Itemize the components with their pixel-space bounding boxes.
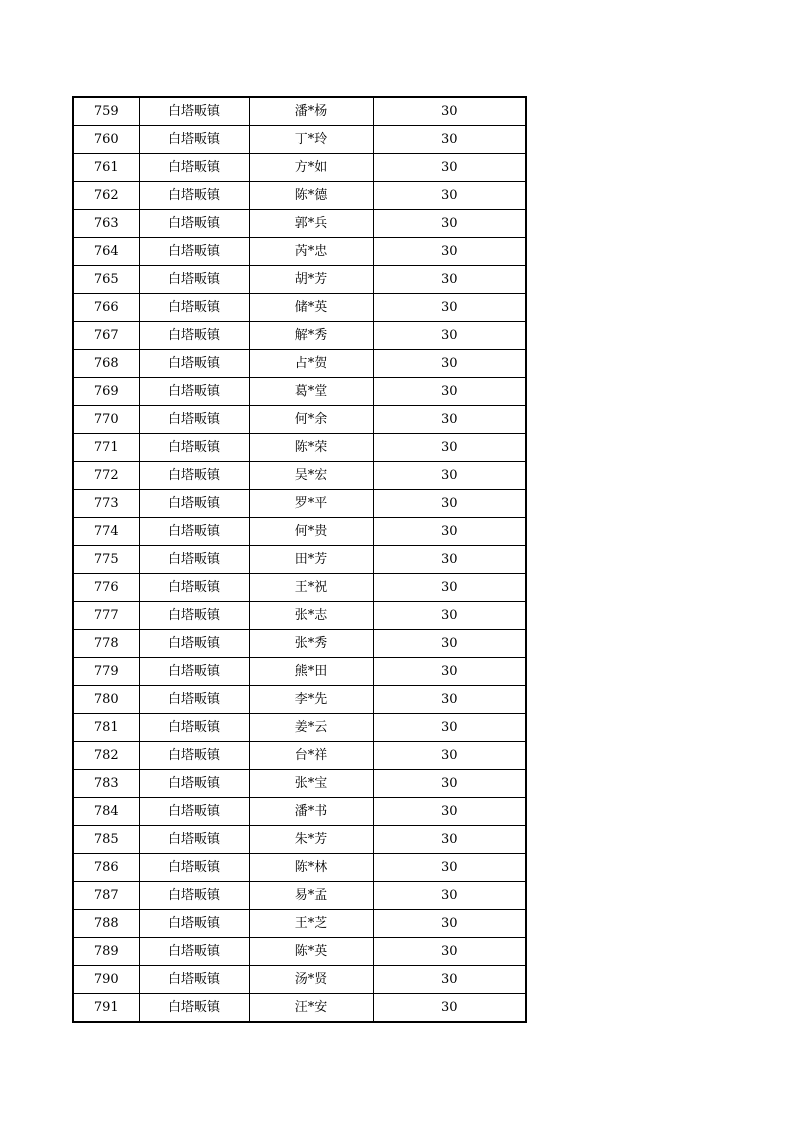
- cell-number: 790: [73, 966, 139, 994]
- cell-number: 769: [73, 378, 139, 406]
- cell-amount: 30: [373, 154, 526, 182]
- cell-amount: 30: [373, 97, 526, 126]
- cell-amount: 30: [373, 798, 526, 826]
- cell-number: 782: [73, 742, 139, 770]
- cell-amount: 30: [373, 378, 526, 406]
- table-row: [73, 630, 526, 658]
- cell-amount: 30: [373, 994, 526, 1023]
- cell-number: 765: [73, 266, 139, 294]
- cell-amount: 30: [373, 294, 526, 322]
- table-row: [73, 294, 526, 322]
- cell-name: 郭*兵: [249, 210, 373, 238]
- table-body: [73, 97, 526, 1022]
- cell-number: 764: [73, 238, 139, 266]
- cell-name: 王*祝: [249, 574, 373, 602]
- table-row: [73, 854, 526, 882]
- cell-amount: 30: [373, 434, 526, 462]
- cell-number: 776: [73, 574, 139, 602]
- cell-number: 771: [73, 434, 139, 462]
- table-row: [73, 154, 526, 182]
- cell-number: 780: [73, 686, 139, 714]
- table-row: [73, 406, 526, 434]
- cell-number: 783: [73, 770, 139, 798]
- table-row: [73, 210, 526, 238]
- cell-amount: 30: [373, 126, 526, 154]
- cell-number: 770: [73, 406, 139, 434]
- cell-number: 791: [73, 994, 139, 1023]
- document-page: [72, 96, 527, 1023]
- cell-number: 778: [73, 630, 139, 658]
- cell-name: 熊*田: [249, 658, 373, 686]
- table-row: [73, 658, 526, 686]
- cell-amount: 30: [373, 574, 526, 602]
- cell-number: 760: [73, 126, 139, 154]
- table-row: [73, 574, 526, 602]
- table-row: [73, 994, 526, 1023]
- cell-amount: 30: [373, 546, 526, 574]
- cell-amount: 30: [373, 630, 526, 658]
- table-row: [73, 966, 526, 994]
- cell-amount: 30: [373, 490, 526, 518]
- cell-amount: 30: [373, 238, 526, 266]
- cell-number: 774: [73, 518, 139, 546]
- cell-number: 781: [73, 714, 139, 742]
- cell-amount: 30: [373, 714, 526, 742]
- cell-town: 白塔畈镇: [139, 658, 249, 686]
- cell-town: 白塔畈镇: [139, 714, 249, 742]
- cell-name: 何*贵: [249, 518, 373, 546]
- cell-town: 白塔畈镇: [139, 182, 249, 210]
- cell-town: 白塔畈镇: [139, 126, 249, 154]
- table-row: [73, 238, 526, 266]
- cell-name: 陈*德: [249, 182, 373, 210]
- table-row: [73, 490, 526, 518]
- cell-amount: 30: [373, 322, 526, 350]
- cell-number: 787: [73, 882, 139, 910]
- cell-town: 白塔畈镇: [139, 154, 249, 182]
- cell-name: 汪*安: [249, 994, 373, 1023]
- cell-town: 白塔畈镇: [139, 994, 249, 1023]
- cell-town: 白塔畈镇: [139, 966, 249, 994]
- cell-name: 罗*平: [249, 490, 373, 518]
- table-row: [73, 826, 526, 854]
- cell-town: 白塔畈镇: [139, 434, 249, 462]
- table-row: [73, 798, 526, 826]
- table-row: [73, 714, 526, 742]
- cell-number: 762: [73, 182, 139, 210]
- cell-number: 768: [73, 350, 139, 378]
- cell-name: 陈*荣: [249, 434, 373, 462]
- cell-amount: 30: [373, 266, 526, 294]
- cell-name: 潘*杨: [249, 97, 373, 126]
- cell-amount: 30: [373, 210, 526, 238]
- cell-amount: 30: [373, 854, 526, 882]
- cell-name: 胡*芳: [249, 266, 373, 294]
- table-row: [73, 350, 526, 378]
- cell-town: 白塔畈镇: [139, 602, 249, 630]
- table-row: [73, 910, 526, 938]
- cell-town: 白塔畈镇: [139, 882, 249, 910]
- cell-number: 766: [73, 294, 139, 322]
- cell-name: 解*秀: [249, 322, 373, 350]
- cell-name: 张*秀: [249, 630, 373, 658]
- cell-amount: 30: [373, 742, 526, 770]
- table-row: [73, 882, 526, 910]
- cell-number: 772: [73, 462, 139, 490]
- cell-number: 763: [73, 210, 139, 238]
- table-row: [73, 126, 526, 154]
- cell-town: 白塔畈镇: [139, 770, 249, 798]
- table-row: [73, 742, 526, 770]
- cell-name: 王*芝: [249, 910, 373, 938]
- cell-name: 吴*宏: [249, 462, 373, 490]
- cell-amount: 30: [373, 938, 526, 966]
- cell-amount: 30: [373, 882, 526, 910]
- cell-number: 775: [73, 546, 139, 574]
- cell-amount: 30: [373, 966, 526, 994]
- cell-town: 白塔畈镇: [139, 462, 249, 490]
- cell-town: 白塔畈镇: [139, 910, 249, 938]
- cell-name: 芮*忠: [249, 238, 373, 266]
- cell-amount: 30: [373, 770, 526, 798]
- cell-amount: 30: [373, 826, 526, 854]
- cell-name: 李*先: [249, 686, 373, 714]
- cell-name: 姜*云: [249, 714, 373, 742]
- cell-town: 白塔畈镇: [139, 266, 249, 294]
- cell-town: 白塔畈镇: [139, 322, 249, 350]
- cell-name: 葛*堂: [249, 378, 373, 406]
- cell-number: 777: [73, 602, 139, 630]
- table-row: [73, 546, 526, 574]
- cell-number: 779: [73, 658, 139, 686]
- cell-number: 788: [73, 910, 139, 938]
- table-row: [73, 770, 526, 798]
- cell-name: 台*祥: [249, 742, 373, 770]
- cell-town: 白塔畈镇: [139, 294, 249, 322]
- cell-number: 759: [73, 97, 139, 126]
- cell-amount: 30: [373, 462, 526, 490]
- table-row: [73, 518, 526, 546]
- cell-town: 白塔畈镇: [139, 238, 249, 266]
- cell-number: 784: [73, 798, 139, 826]
- cell-number: 773: [73, 490, 139, 518]
- cell-amount: 30: [373, 182, 526, 210]
- cell-name: 易*孟: [249, 882, 373, 910]
- cell-name: 朱*芳: [249, 826, 373, 854]
- cell-town: 白塔畈镇: [139, 686, 249, 714]
- cell-town: 白塔畈镇: [139, 938, 249, 966]
- table-row: [73, 686, 526, 714]
- cell-town: 白塔畈镇: [139, 546, 249, 574]
- table-row: [73, 97, 526, 126]
- table-row: [73, 266, 526, 294]
- cell-name: 陈*林: [249, 854, 373, 882]
- table-row: [73, 322, 526, 350]
- cell-number: 785: [73, 826, 139, 854]
- cell-amount: 30: [373, 406, 526, 434]
- cell-town: 白塔畈镇: [139, 490, 249, 518]
- cell-number: 761: [73, 154, 139, 182]
- cell-name: 占*贺: [249, 350, 373, 378]
- cell-amount: 30: [373, 658, 526, 686]
- cell-amount: 30: [373, 602, 526, 630]
- cell-town: 白塔畈镇: [139, 630, 249, 658]
- cell-name: 汤*贤: [249, 966, 373, 994]
- cell-number: 767: [73, 322, 139, 350]
- table-row: [73, 938, 526, 966]
- table-row: [73, 434, 526, 462]
- cell-amount: 30: [373, 518, 526, 546]
- cell-town: 白塔畈镇: [139, 350, 249, 378]
- cell-town: 白塔畈镇: [139, 798, 249, 826]
- cell-town: 白塔畈镇: [139, 210, 249, 238]
- table-row: [73, 378, 526, 406]
- cell-name: 陈*英: [249, 938, 373, 966]
- cell-name: 何*余: [249, 406, 373, 434]
- cell-amount: 30: [373, 350, 526, 378]
- cell-town: 白塔畈镇: [139, 854, 249, 882]
- cell-name: 丁*玲: [249, 126, 373, 154]
- table-row: [73, 602, 526, 630]
- cell-name: 张*志: [249, 602, 373, 630]
- cell-town: 白塔畈镇: [139, 826, 249, 854]
- cell-number: 786: [73, 854, 139, 882]
- cell-name: 张*宝: [249, 770, 373, 798]
- cell-name: 方*如: [249, 154, 373, 182]
- cell-name: 田*芳: [249, 546, 373, 574]
- cell-amount: 30: [373, 686, 526, 714]
- cell-town: 白塔畈镇: [139, 742, 249, 770]
- cell-name: 储*英: [249, 294, 373, 322]
- subsidy-table: [72, 96, 527, 1023]
- table-row: [73, 182, 526, 210]
- cell-town: 白塔畈镇: [139, 406, 249, 434]
- cell-number: 789: [73, 938, 139, 966]
- cell-town: 白塔畈镇: [139, 518, 249, 546]
- cell-town: 白塔畈镇: [139, 97, 249, 126]
- cell-amount: 30: [373, 910, 526, 938]
- table-row: [73, 462, 526, 490]
- cell-name: 潘*书: [249, 798, 373, 826]
- cell-town: 白塔畈镇: [139, 378, 249, 406]
- cell-town: 白塔畈镇: [139, 574, 249, 602]
